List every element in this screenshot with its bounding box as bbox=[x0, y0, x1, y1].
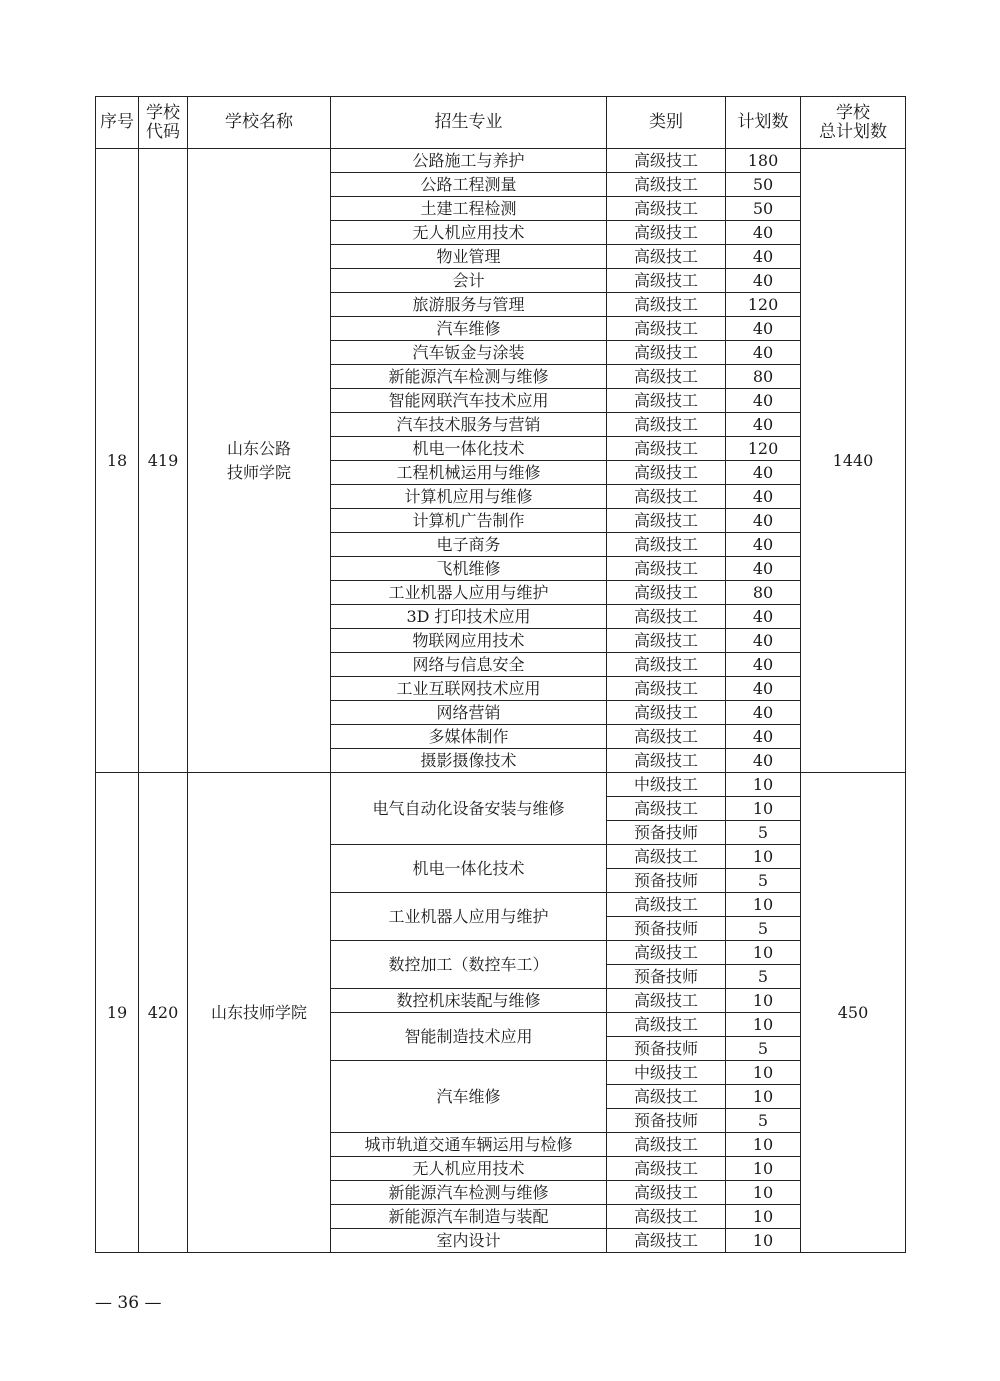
plan-count-cell: 40 bbox=[726, 509, 801, 533]
major-cell: 网络营销 bbox=[331, 701, 607, 725]
school-code-cell: 419 bbox=[139, 149, 188, 773]
major-cell: 数控机床装配与维修 bbox=[331, 989, 607, 1013]
header-category: 类别 bbox=[607, 97, 726, 149]
category-cell: 高级技工 bbox=[607, 629, 726, 653]
major-cell: 工业互联网技术应用 bbox=[331, 677, 607, 701]
major-cell: 网络与信息安全 bbox=[331, 653, 607, 677]
major-cell: 多媒体制作 bbox=[331, 725, 607, 749]
category-cell: 预备技师 bbox=[607, 1037, 726, 1061]
category-cell: 高级技工 bbox=[607, 605, 726, 629]
plan-count-cell: 10 bbox=[726, 893, 801, 917]
category-cell: 高级技工 bbox=[607, 293, 726, 317]
plan-count-cell: 40 bbox=[726, 605, 801, 629]
category-cell: 预备技师 bbox=[607, 869, 726, 893]
plan-count-cell: 120 bbox=[726, 437, 801, 461]
plan-count-cell: 10 bbox=[726, 989, 801, 1013]
plan-count-cell: 40 bbox=[726, 701, 801, 725]
category-cell: 高级技工 bbox=[607, 509, 726, 533]
plan-count-cell: 10 bbox=[726, 1229, 801, 1253]
major-cell: 工程机械运用与维修 bbox=[331, 461, 607, 485]
plan-count-cell: 40 bbox=[726, 749, 801, 773]
plan-count-cell: 40 bbox=[726, 389, 801, 413]
category-cell: 预备技师 bbox=[607, 1109, 726, 1133]
plan-count-cell: 40 bbox=[726, 629, 801, 653]
plan-count-cell: 40 bbox=[726, 221, 801, 245]
major-cell: 汽车维修 bbox=[331, 317, 607, 341]
plan-count-cell: 10 bbox=[726, 1133, 801, 1157]
category-cell: 高级技工 bbox=[607, 725, 726, 749]
plan-count-cell: 10 bbox=[726, 773, 801, 797]
plan-count-cell: 10 bbox=[726, 1061, 801, 1085]
major-cell: 机电一体化技术 bbox=[331, 437, 607, 461]
major-cell: 汽车技术服务与营销 bbox=[331, 413, 607, 437]
header-school-total bbox=[801, 97, 906, 149]
plan-count-cell: 10 bbox=[726, 797, 801, 821]
major-cell: 机电一体化技术 bbox=[331, 845, 607, 893]
plan-count-cell: 40 bbox=[726, 557, 801, 581]
major-cell: 物联网应用技术 bbox=[331, 629, 607, 653]
major-cell: 电气自动化设备安装与维修 bbox=[331, 773, 607, 845]
category-cell: 高级技工 bbox=[607, 1133, 726, 1157]
header-school-code bbox=[139, 97, 188, 149]
major-cell: 智能网联汽车技术应用 bbox=[331, 389, 607, 413]
school-name-line2: 技师学院 bbox=[226, 462, 291, 482]
plan-count-cell: 10 bbox=[726, 1157, 801, 1181]
category-cell: 高级技工 bbox=[607, 557, 726, 581]
plan-count-cell: 5 bbox=[726, 1037, 801, 1061]
category-cell: 高级技工 bbox=[607, 413, 726, 437]
major-cell: 旅游服务与管理 bbox=[331, 293, 607, 317]
category-cell: 预备技师 bbox=[607, 821, 726, 845]
header-plan: 计划数 bbox=[726, 97, 801, 149]
major-cell: 智能制造技术应用 bbox=[331, 1013, 607, 1061]
category-cell: 高级技工 bbox=[607, 653, 726, 677]
category-cell: 高级技工 bbox=[607, 581, 726, 605]
major-cell: 无人机应用技术 bbox=[331, 1157, 607, 1181]
major-cell: 计算机应用与维修 bbox=[331, 485, 607, 509]
category-cell: 高级技工 bbox=[607, 749, 726, 773]
seq-cell: 18 bbox=[96, 149, 139, 773]
category-cell: 高级技工 bbox=[607, 197, 726, 221]
table-row bbox=[96, 773, 906, 797]
major-cell: 无人机应用技术 bbox=[331, 221, 607, 245]
plan-count-cell: 10 bbox=[726, 1013, 801, 1037]
category-cell: 高级技工 bbox=[607, 845, 726, 869]
plan-count-cell: 5 bbox=[726, 965, 801, 989]
plan-count-cell: 80 bbox=[726, 365, 801, 389]
category-cell: 中级技工 bbox=[607, 773, 726, 797]
header-school-name: 学校名称 bbox=[188, 97, 331, 149]
plan-count-cell: 40 bbox=[726, 413, 801, 437]
major-cell: 物业管理 bbox=[331, 245, 607, 269]
category-cell: 高级技工 bbox=[607, 797, 726, 821]
major-cell: 新能源汽车检测与维修 bbox=[331, 1181, 607, 1205]
category-cell: 高级技工 bbox=[607, 317, 726, 341]
major-cell: 室内设计 bbox=[331, 1229, 607, 1253]
category-cell: 高级技工 bbox=[607, 1229, 726, 1253]
plan-count-cell: 40 bbox=[726, 653, 801, 677]
major-cell: 飞机维修 bbox=[331, 557, 607, 581]
major-cell: 会计 bbox=[331, 269, 607, 293]
major-cell: 工业机器人应用与维护 bbox=[331, 581, 607, 605]
category-cell: 高级技工 bbox=[607, 677, 726, 701]
plan-count-cell: 5 bbox=[726, 1109, 801, 1133]
plan-count-cell: 40 bbox=[726, 725, 801, 749]
plan-count-cell: 40 bbox=[726, 461, 801, 485]
plan-count-cell: 40 bbox=[726, 677, 801, 701]
category-cell: 高级技工 bbox=[607, 221, 726, 245]
header-total-line1: 学校 bbox=[836, 102, 870, 123]
major-cell: 计算机广告制作 bbox=[331, 509, 607, 533]
plan-count-cell: 80 bbox=[726, 581, 801, 605]
plan-count-cell: 10 bbox=[726, 941, 801, 965]
major-cell: 电子商务 bbox=[331, 533, 607, 557]
header-major: 招生专业 bbox=[331, 97, 607, 149]
major-cell: 公路施工与养护 bbox=[331, 149, 607, 173]
category-cell: 中级技工 bbox=[607, 1061, 726, 1085]
category-cell: 高级技工 bbox=[607, 533, 726, 557]
school-name-cell bbox=[188, 773, 331, 1253]
category-cell: 高级技工 bbox=[607, 437, 726, 461]
category-cell: 高级技工 bbox=[607, 701, 726, 725]
major-cell: 数控加工（数控车工） bbox=[331, 941, 607, 989]
table-body bbox=[96, 149, 906, 1253]
category-cell: 高级技工 bbox=[607, 269, 726, 293]
major-cell: 汽车钣金与涂装 bbox=[331, 341, 607, 365]
category-cell: 高级技工 bbox=[607, 1013, 726, 1037]
school-name-line1: 山东公路 bbox=[226, 438, 291, 458]
category-cell: 高级技工 bbox=[607, 989, 726, 1013]
table-header-row bbox=[96, 97, 906, 149]
major-cell: 工业机器人应用与维护 bbox=[331, 893, 607, 941]
category-cell: 高级技工 bbox=[607, 173, 726, 197]
category-cell: 预备技师 bbox=[607, 917, 726, 941]
seq-cell: 19 bbox=[96, 773, 139, 1253]
category-cell: 高级技工 bbox=[607, 1205, 726, 1229]
enrollment-plan-table bbox=[95, 96, 906, 1253]
header-total-line2: 总计划数 bbox=[819, 121, 887, 142]
plan-count-cell: 40 bbox=[726, 245, 801, 269]
plan-count-cell: 10 bbox=[726, 845, 801, 869]
plan-count-cell: 40 bbox=[726, 341, 801, 365]
major-cell: 汽车维修 bbox=[331, 1061, 607, 1133]
plan-count-cell: 10 bbox=[726, 1205, 801, 1229]
school-total-cell: 450 bbox=[801, 773, 906, 1253]
plan-count-cell: 50 bbox=[726, 197, 801, 221]
major-cell: 城市轨道交通车辆运用与检修 bbox=[331, 1133, 607, 1157]
header-code-line2: 代码 bbox=[146, 121, 180, 142]
plan-count-cell: 5 bbox=[726, 869, 801, 893]
category-cell: 高级技工 bbox=[607, 1181, 726, 1205]
plan-count-cell: 10 bbox=[726, 1085, 801, 1109]
page-number: — 36 — bbox=[95, 1293, 162, 1313]
category-cell: 高级技工 bbox=[607, 461, 726, 485]
school-code-cell: 420 bbox=[139, 773, 188, 1253]
major-cell: 3D 打印技术应用 bbox=[331, 605, 607, 629]
plan-count-cell: 40 bbox=[726, 485, 801, 509]
category-cell: 预备技师 bbox=[607, 965, 726, 989]
category-cell: 高级技工 bbox=[607, 893, 726, 917]
plan-count-cell: 10 bbox=[726, 1181, 801, 1205]
plan-count-cell: 40 bbox=[726, 269, 801, 293]
category-cell: 高级技工 bbox=[607, 485, 726, 509]
major-cell: 新能源汽车制造与装配 bbox=[331, 1205, 607, 1229]
major-cell: 公路工程测量 bbox=[331, 173, 607, 197]
category-cell: 高级技工 bbox=[607, 245, 726, 269]
category-cell: 高级技工 bbox=[607, 389, 726, 413]
plan-count-cell: 5 bbox=[726, 917, 801, 941]
plan-count-cell: 50 bbox=[726, 173, 801, 197]
table-row bbox=[96, 149, 906, 173]
category-cell: 高级技工 bbox=[607, 341, 726, 365]
category-cell: 高级技工 bbox=[607, 365, 726, 389]
school-name-line1: 山东技师学院 bbox=[210, 1002, 307, 1022]
category-cell: 高级技工 bbox=[607, 941, 726, 965]
plan-count-cell: 120 bbox=[726, 293, 801, 317]
plan-count-cell: 40 bbox=[726, 533, 801, 557]
category-cell: 高级技工 bbox=[607, 1157, 726, 1181]
major-cell: 土建工程检测 bbox=[331, 197, 607, 221]
major-cell: 新能源汽车检测与维修 bbox=[331, 365, 607, 389]
header-seq: 序号 bbox=[96, 97, 139, 149]
category-cell: 高级技工 bbox=[607, 1085, 726, 1109]
major-cell: 摄影摄像技术 bbox=[331, 749, 607, 773]
header-code-line1: 学校 bbox=[146, 102, 180, 123]
plan-count-cell: 5 bbox=[726, 821, 801, 845]
plan-count-cell: 40 bbox=[726, 317, 801, 341]
school-total-cell: 1440 bbox=[801, 149, 906, 773]
plan-count-cell: 180 bbox=[726, 149, 801, 173]
category-cell: 高级技工 bbox=[607, 149, 726, 173]
school-name-cell bbox=[188, 149, 331, 773]
